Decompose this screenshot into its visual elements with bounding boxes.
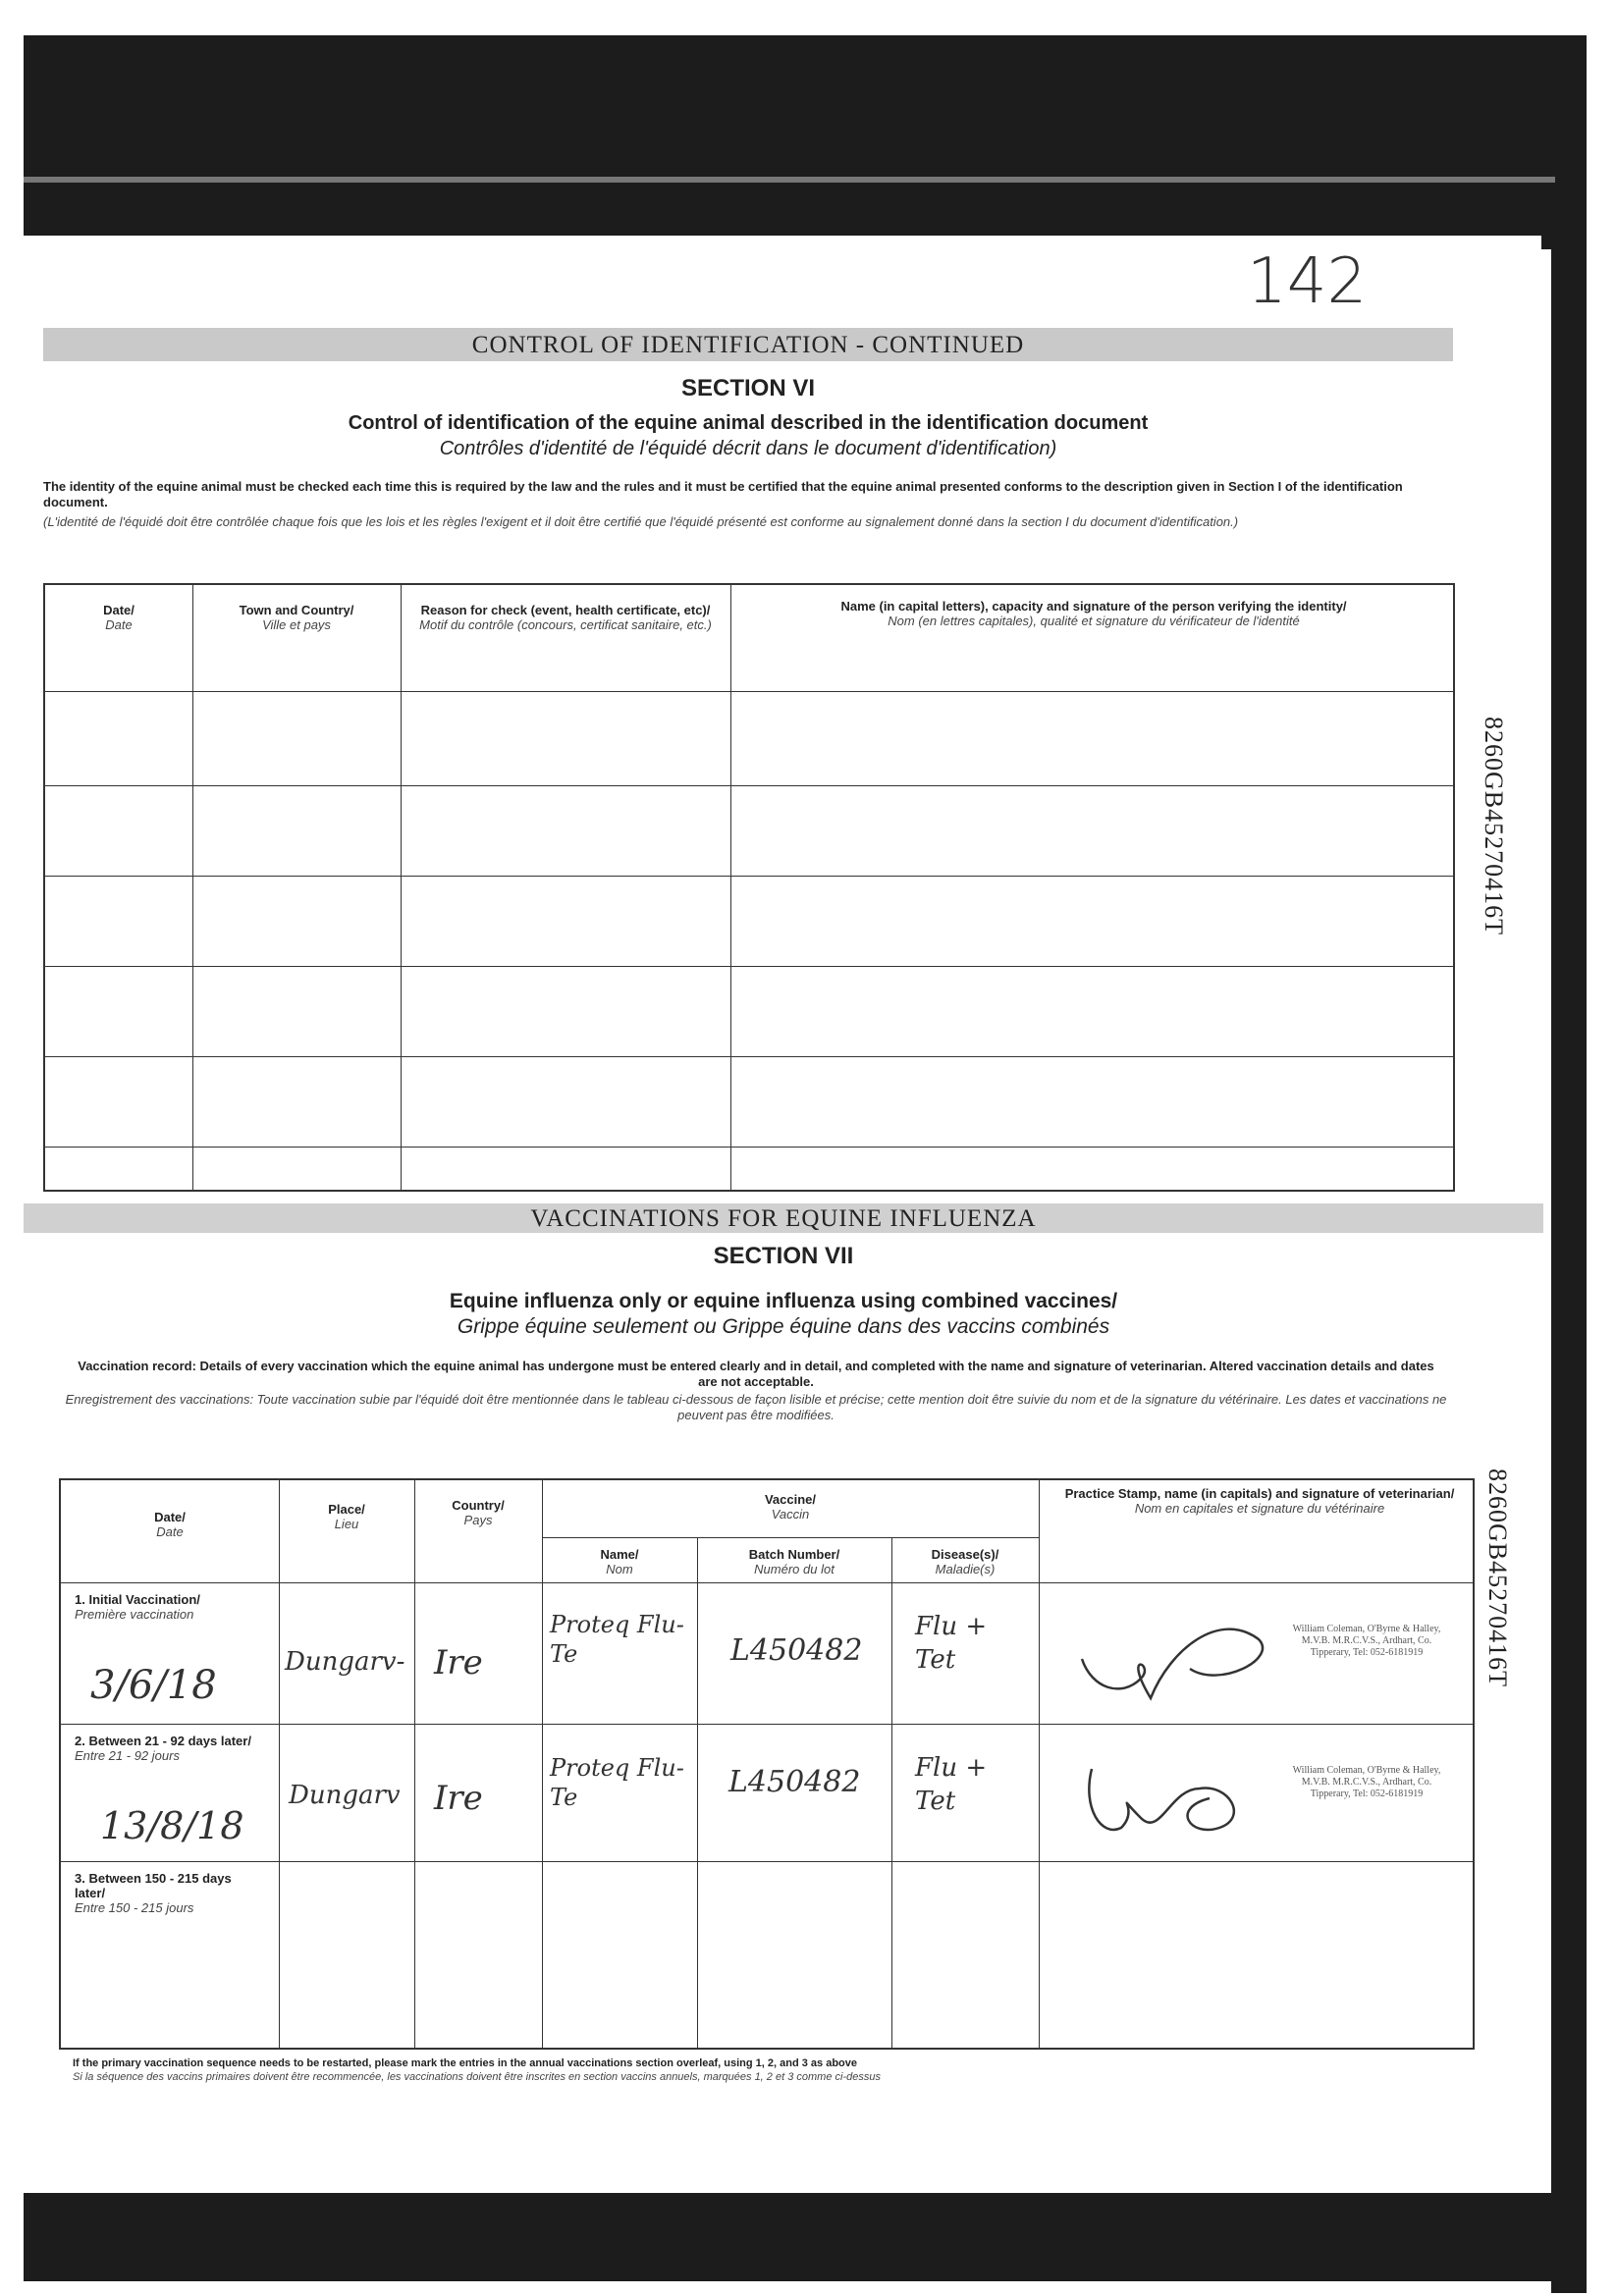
row2-label: 2. Between 21 - 92 days later/ Entre 21 - 92 jours: [75, 1734, 251, 1763]
row1-place: Dungarv-: [285, 1647, 405, 1677]
section7-record-fr: Enregistrement des vaccinations: Toute vaccination subie par l'équidé doit être mentionnée dans le tableau ci-dessous de façon lisible et précise; cette mention doit être suivie du nom et de la signature du vétérinaire. Les dates et vaccinations ne peuvent pas être modifiées.: [65, 1392, 1447, 1422]
vac-col-stamp-header: Practice Stamp, name (in capitals) and signature of veterinarian/ Nom en capitales et signature du vétérinaire: [1064, 1486, 1455, 1516]
row2-place: Dungarv: [289, 1781, 401, 1810]
section6-subtitle-en: Control of identification of the equine animal described in the identification document: [348, 412, 1149, 434]
section7-band-text: VACCINATIONS FOR EQUINE INFLUENZA: [530, 1205, 1037, 1232]
row2-batch: L450482: [728, 1765, 861, 1799]
scan-border-bottom: [24, 2193, 1587, 2281]
row2-country: Ire: [434, 1779, 483, 1818]
section6-intro-en: The identity of the equine animal must be checked each time this is required by the law and the rules and it must be certified that the equine animal presented conforms to the description given in Section I of the identification document.: [43, 479, 1403, 509]
section6-intro-fr: (L'identité de l'équidé doit être contrôlée chaque fois que les lois et les règles l'exigent et il doit être certifié que l'équidé présenté est conforme au signalement donné dans la section I du document d'identification.): [43, 514, 1239, 529]
col-date-header: Date/ Date: [103, 603, 135, 632]
vac-col-disease-header: Disease(s)/ Maladie(s): [931, 1547, 999, 1576]
vac-col-batch-header: Batch Number/ Numéro du lot: [748, 1547, 840, 1576]
row1-signature: [1062, 1590, 1288, 1718]
col-town-header: Town and Country/ Ville et pays: [239, 603, 354, 632]
row2-vaccine: Proteq Flu-Te: [550, 1754, 684, 1811]
row1-date: 3/6/18: [90, 1663, 217, 1708]
vac-col-country-header: Country/ Pays: [452, 1498, 505, 1527]
vac-col-place-header: Place/ Lieu: [328, 1502, 365, 1531]
doc-id-vertical-lower: 8260GB45270416T: [1483, 1468, 1512, 1687]
section7-record-en: Vaccination record: Details of every vaccination which the equine animal has undergone must be entered clearly and in detail, and completed with the name and signature of veterinarian. Altered vaccination details and dates are not acceptable.: [78, 1359, 1434, 1389]
vac-col-name-header: Name/ Nom: [600, 1547, 639, 1576]
vaccination-table: [59, 1478, 1475, 2050]
row1-label: 1. Initial Vaccination/ Première vaccination: [75, 1592, 200, 1622]
section7-subtitle-fr: Grippe équine seulement ou Grippe équine dans des vaccins combinés: [457, 1315, 1110, 1338]
col-reason-header: Reason for check (event, health certificate, etc)/ Motif du contrôle (concours, certificat sanitaire, etc.): [419, 603, 712, 632]
section7-subtitle-en: Equine influenza only or equine influenza using combined vaccines/: [449, 1290, 1118, 1312]
row1-stamp: William Coleman, O'Byrne & Halley, M.V.B. M.R.C.V.S., Ardhart, Co. Tipperary, Tel: 052-6181919: [1292, 1624, 1441, 1658]
col-verifier-header: Name (in capital letters), capacity and signature of the person verifying the identity/ Nom (en lettres capitales), qualité et signature du vérificateur de l'identité: [840, 599, 1347, 628]
row1-batch: L450482: [730, 1633, 863, 1668]
section6-title: SECTION VI: [680, 375, 816, 401]
section7-footnote-fr: Si la séquence des vaccins primaires doivent être recommencée, les vaccinations doivent être inscrites en section vaccins annuels, marquées 1, 2 et 3 comme ci-dessus: [73, 2071, 881, 2083]
row1-disease: Flu + Tet: [915, 1612, 988, 1675]
scan-edge-line: [24, 177, 1555, 183]
row2-date: 13/8/18: [100, 1804, 244, 1847]
row2-disease: Flu + Tet: [915, 1753, 988, 1816]
vac-col-date-header: Date/ Date: [154, 1510, 186, 1539]
section7-band: [24, 1203, 1543, 1233]
row1-vaccine: Proteq Flu-Te: [550, 1611, 684, 1668]
row2-signature: [1062, 1730, 1298, 1857]
doc-id-vertical-upper: 8260GB45270416T: [1480, 717, 1508, 935]
row1-country: Ire: [434, 1643, 483, 1682]
identity-check-table: [43, 583, 1455, 1192]
section6-band: [43, 328, 1453, 361]
scan-border-top: [24, 35, 1587, 249]
section6-subtitle-fr: Contrôles d'identité de l'équidé décrit dans le document d'identification): [439, 438, 1057, 459]
page-number: 142: [1247, 245, 1368, 318]
scan-border-right: [1551, 35, 1587, 2293]
section7-footnote-en: If the primary vaccination sequence needs to be restarted, please mark the entries in the annual vaccinations section overleaf, using 1, 2, and 3 as above: [73, 2057, 858, 2069]
vac-col-vaccine-header: Vaccine/ Vaccin: [764, 1492, 817, 1522]
row2-stamp: William Coleman, O'Byrne & Halley, M.V.B. M.R.C.V.S., Ardhart, Co. Tipperary, Tel: 052-6181919: [1292, 1765, 1441, 1799]
section7-title: SECTION VII: [713, 1243, 854, 1269]
row3-label: 3. Between 150 - 215 days later/ Entre 150 - 215 jours: [75, 1871, 232, 1915]
section6-band-text: CONTROL OF IDENTIFICATION - CONTINUED: [471, 332, 1025, 358]
